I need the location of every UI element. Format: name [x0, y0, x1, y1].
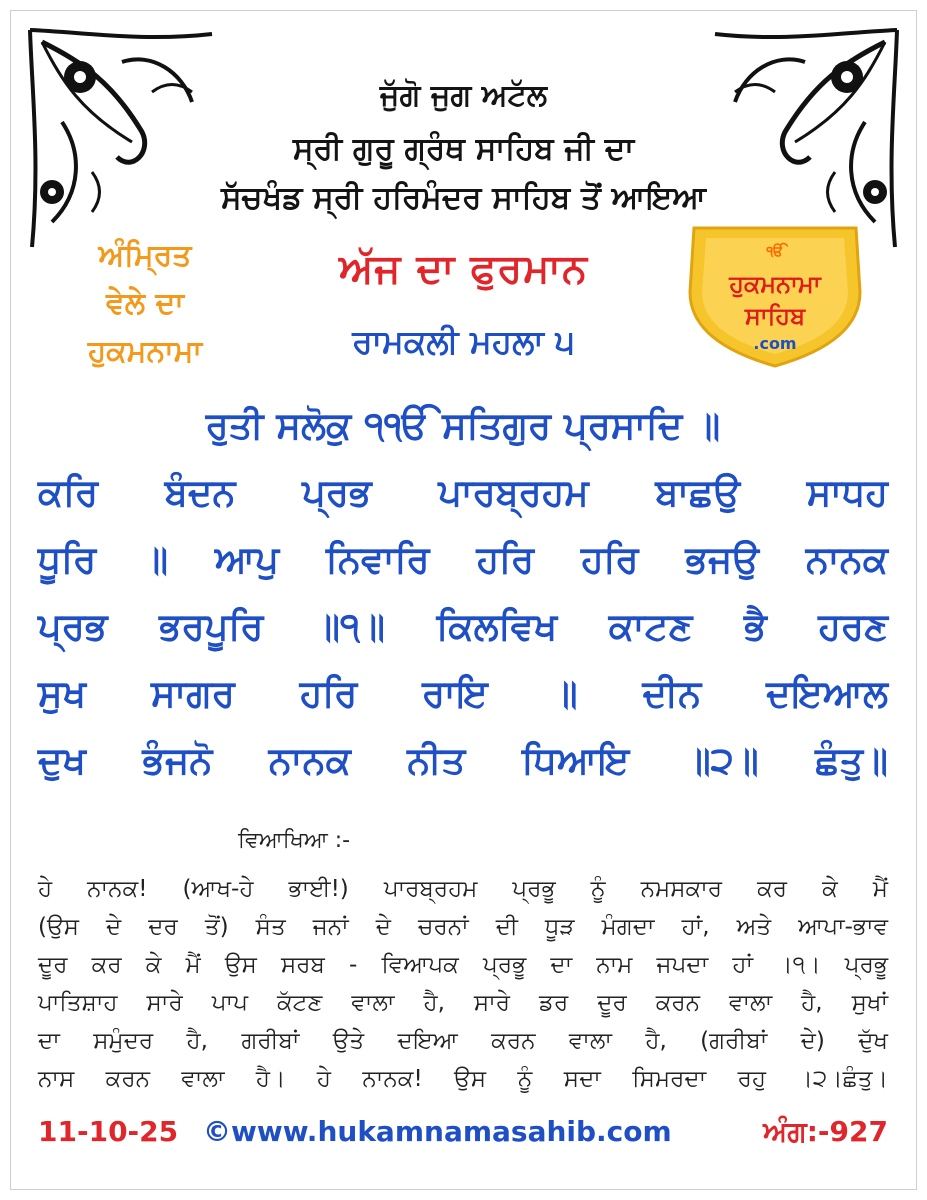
gurbani-line: ਕਰਿ ਬੰਦਨ ਪ੍ਰਭ ਪਾਰਬ੍ਰਹਮ ਬਾਛਉ ਸਾਧਹ: [38, 471, 888, 514]
vyakhya-line: ਦਾ ਸਮੁੰਦਰ ਹੈ, ਗਰੀਬਾਂ ਉਤੇ ਦਇਆ ਕਰਨ ਵਾਲਾ ਹੈ, (ਗਰੀਬਾਂ ਦੇ) ਦੁੱਖ: [38, 1028, 888, 1054]
gurbani-line: ਸੁਖ ਸਾਗਰ ਹਰਿ ਰਾਇ ॥ ਦੀਨ ਦਇਆਲ: [38, 672, 888, 715]
header-line-1: ਜੁੱਗੋ ਜੁਗ ਅਟੱਲ: [379, 78, 548, 113]
header-line-2: ਸ੍ਰੀ ਗੁਰੂ ਗ੍ਰੰਥ ਸਾਹਿਬ ਜੀ ਦਾ: [292, 131, 635, 167]
raag-title: ਰਾਮਕਲੀ ਮਹਲਾ ੫: [352, 322, 575, 361]
vyakhya-title: ਵਿਆਖਿਆ :-: [238, 828, 351, 853]
gurbani-text: [38, 392, 888, 794]
ajj-da-farman-title: ਅੱਜ ਦਾ ਫੁਰਮਾਨ: [339, 246, 588, 292]
hukamnama-sahib-logo: [684, 222, 866, 370]
amrit-line: ਵੇਲੇ ਦਾ: [106, 286, 184, 321]
gurbani-line: ਧੂਰਿ ॥ ਆਪੁ ਨਿਵਾਰਿ ਹਰਿ ਹਰਿ ਭਜਉ ਨਾਨਕ: [38, 538, 888, 581]
ik-onkar-text: ੴ: [766, 244, 784, 260]
amrit-line: ਹੁਕਮਨਾਮਾ: [87, 334, 203, 369]
vyakhya-line: (ਉਸ ਦੇ ਦਰ ਤੋਂ) ਸੰਤ ਜਨਾਂ ਦੇ ਚਰਨਾਂ ਦੀ ਧੂੜ ਮੰਗਦਾ ਹਾਂ, ਅਤੇ ਆਪਾ-ਭਾਵ: [38, 914, 888, 940]
footer: [38, 1115, 888, 1155]
header-line-3: ਸੱਚਖੰਡ ਸ੍ਰੀ ਹਰਿਮੰਦਰ ਸਾਹਿਬ ਤੋਂ ਆਇਆ: [221, 180, 706, 216]
vyakhya-line: ਹੇ ਨਾਨਕ! (ਆਖ-ਹੇ ਭਾਈ!) ਪਾਰਬ੍ਰਹਮ ਪ੍ਰਭੂ ਨੂੰ ਨਮਸਕਾਰ ਕਰ ਕੇ ਮੈਂ: [38, 876, 888, 902]
gurbani-line: ਪ੍ਰਭ ਭਰਪੂਰਿ ॥੧॥ ਕਿਲਵਿਖ ਕਾਟਣ ਭੈ ਹਰਣ: [38, 605, 888, 648]
footer-website-link[interactable]: ©www.hukamnamasahib.com: [203, 1115, 672, 1148]
logo-line-1: ਹੁਕਮਨਾਮਾ: [729, 270, 821, 298]
amrit-line: ਅੰਮ੍ਰਿਤ: [98, 238, 192, 273]
footer-ang: ਅੰਗ:-927: [763, 1115, 888, 1148]
logo-com: .com: [753, 334, 797, 353]
vyakhya-line: ਪਾਤਿਸ਼ਾਹ ਸਾਰੇ ਪਾਪ ਕੱਟਣ ਵਾਲਾ ਹੈ, ਸਾਰੇ ਡਰ ਦੂਰ ਕਰਨ ਵਾਲਾ ਹੈ, ਸੁਖਾਂ: [38, 990, 888, 1016]
gurbani-line: ਰੁਤੀ ਸਲੋਕੁ ੧ੴ ਸਤਿਗੁਰ ਪ੍ਰਸਾਦਿ ॥: [205, 404, 721, 447]
vyakhya-line: ਦੂਰ ਕਰ ਕੇ ਮੈਂ ਉਸ ਸਰਬ - ਵਿਆਪਕ ਪ੍ਰਭੂ ਦਾ ਨਾਮ ਜਪਦਾ ਹਾਂ ।੧। ਪ੍ਰਭੂ: [38, 952, 888, 978]
logo-line-2: ਸਾਹਿਬ: [744, 302, 806, 330]
vyakhya-line: ਨਾਸ ਕਰਨ ਵਾਲਾ ਹੈ। ਹੇ ਨਾਨਕ! ਉਸ ਨੂੰ ਸਦਾ ਸਿਮਰਦਾ ਰਹੁ ।੨।ਛੰਤੁ।: [38, 1066, 888, 1092]
footer-date: 11-10-25: [38, 1115, 179, 1148]
gurbani-line: ਦੁਖ ਭੰਜਨੋ ਨਾਨਕ ਨੀਤ ਧਿਆਇ ॥੨॥ ਛੰਤੁ॥: [38, 739, 888, 782]
vyakhya-text: [38, 870, 888, 1098]
